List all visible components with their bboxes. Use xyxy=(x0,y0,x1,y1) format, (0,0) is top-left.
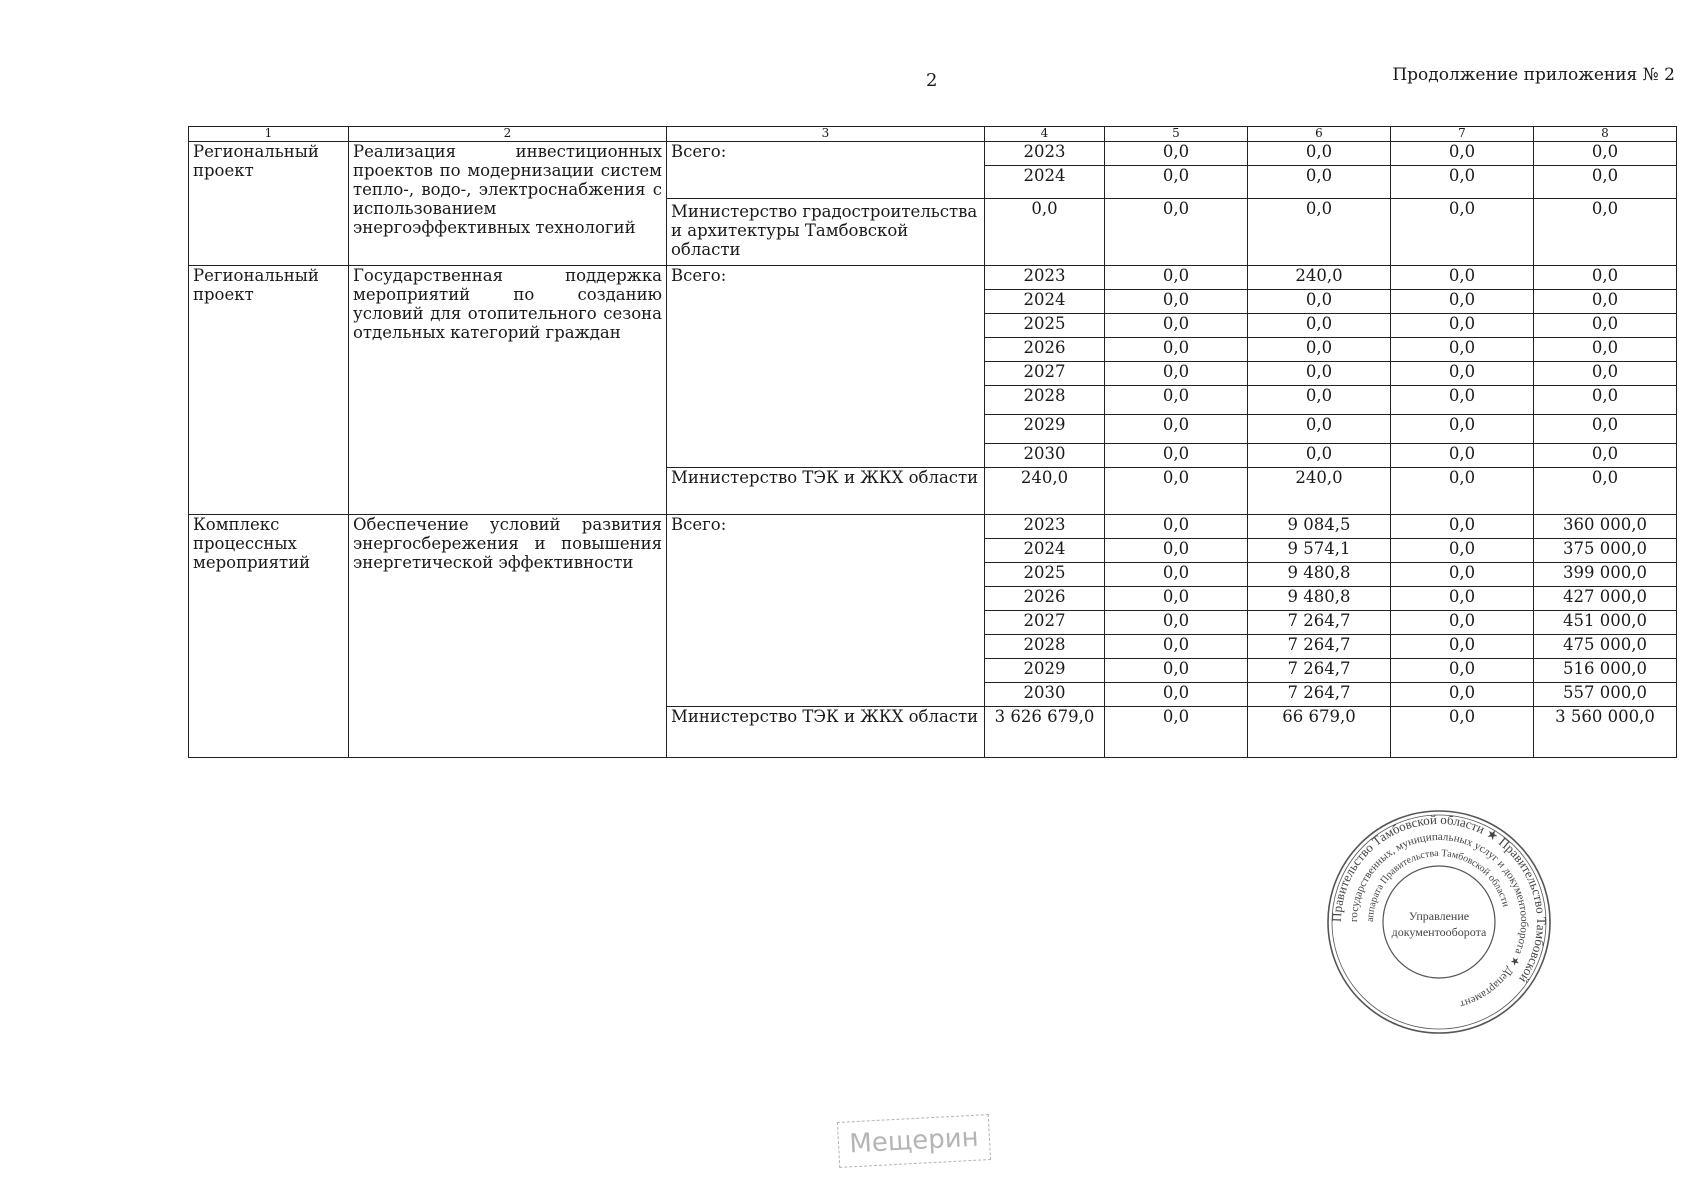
value-cell: 0,0 xyxy=(1105,141,1248,165)
value-cell: 0,0 xyxy=(1391,706,1534,757)
year-cell: 2026 xyxy=(985,337,1105,361)
measure-description-cell: Обеспечение условий развития энергосбережения и повышения энергетической эффективности xyxy=(349,514,667,757)
value-cell: 0,0 xyxy=(1391,562,1534,586)
value-cell: 7 264,7 xyxy=(1248,682,1391,706)
value-cell: 0,0 xyxy=(1248,198,1391,265)
value-cell: 0,0 xyxy=(1391,198,1534,265)
value-cell: 0,0 xyxy=(1534,165,1677,198)
value-cell: 0,0 xyxy=(1105,443,1248,467)
total-label-cell: Всего: xyxy=(667,514,985,706)
value-cell: 0,0 xyxy=(1105,361,1248,385)
value-cell: 0,0 xyxy=(1105,634,1248,658)
year-cell: 2024 xyxy=(985,289,1105,313)
value-cell: 0,0 xyxy=(1105,337,1248,361)
value-cell: 0,0 xyxy=(1534,141,1677,165)
stamp-seal xyxy=(1325,808,1553,1036)
value-cell: 0,0 xyxy=(1105,385,1248,414)
value-cell: 0,0 xyxy=(1105,610,1248,634)
value-cell: 7 264,7 xyxy=(1248,634,1391,658)
column-header: 1 xyxy=(189,127,349,142)
value-cell: 0,0 xyxy=(1105,265,1248,289)
value-cell: 0,0 xyxy=(1391,514,1534,538)
value-cell: 557 000,0 xyxy=(1534,682,1677,706)
value-cell: 0,0 xyxy=(1248,165,1391,198)
value-cell: 0,0 xyxy=(1391,337,1534,361)
value-cell: 0,0 xyxy=(1248,313,1391,337)
value-cell: 9 084,5 xyxy=(1248,514,1391,538)
column-header: 7 xyxy=(1391,127,1534,142)
value-cell: 0,0 xyxy=(1105,658,1248,682)
stamp-center-line2: документооборота xyxy=(1391,925,1487,939)
year-cell: 2024 xyxy=(985,165,1105,198)
ministry-name-cell: Министерство градостроительства и архитектуры Тамбовской области xyxy=(667,198,985,265)
column-header-row xyxy=(189,127,1677,142)
year-cell: 2023 xyxy=(985,514,1105,538)
value-cell: 0,0 xyxy=(1105,414,1248,443)
stamp-center-line1: Управление xyxy=(1408,909,1470,923)
budget-table xyxy=(188,126,1677,758)
year-cell: 2023 xyxy=(985,265,1105,289)
table-row xyxy=(189,141,1677,165)
value-cell: 0,0 xyxy=(1534,443,1677,467)
page-number: 2 xyxy=(926,70,938,91)
year-cell: 2024 xyxy=(985,538,1105,562)
faint-signature-stamp: Мещерин xyxy=(837,1114,991,1168)
value-cell: 0,0 xyxy=(1534,414,1677,443)
value-cell: 9 480,8 xyxy=(1248,586,1391,610)
value-cell: 0,0 xyxy=(1391,289,1534,313)
value-cell: 0,0 xyxy=(1248,337,1391,361)
table-row xyxy=(189,514,1677,538)
value-cell: 0,0 xyxy=(1391,610,1534,634)
value-cell: 0,0 xyxy=(1105,165,1248,198)
value-cell: 0,0 xyxy=(1248,443,1391,467)
value-cell: 0,0 xyxy=(1534,467,1677,514)
column-header: 8 xyxy=(1534,127,1677,142)
measure-type-cell: Региональный проект xyxy=(189,265,349,514)
year-cell: 2030 xyxy=(985,443,1105,467)
value-cell: 0,0 xyxy=(1391,265,1534,289)
stamp-outer-text: Правительство Тамбовской области ★ Правительство Тамбовской xyxy=(1328,811,1550,986)
value-cell: 0,0 xyxy=(1391,414,1534,443)
year-cell: 2030 xyxy=(985,682,1105,706)
official-stamp xyxy=(1325,808,1553,1036)
value-cell: 0,0 xyxy=(1105,198,1248,265)
value-cell: 0,0 xyxy=(1391,538,1534,562)
value-cell: 0,0 xyxy=(1534,337,1677,361)
value-cell: 0,0 xyxy=(1534,198,1677,265)
table-row xyxy=(189,265,1677,289)
value-cell: 0,0 xyxy=(1105,313,1248,337)
value-cell: 0,0 xyxy=(1391,634,1534,658)
value-cell: 0,0 xyxy=(1391,586,1534,610)
total-label-cell: Всего: xyxy=(667,141,985,198)
ministry-name-cell: Министерство ТЭК и ЖКХ области xyxy=(667,467,985,514)
column-header: 5 xyxy=(1105,127,1248,142)
value-cell: 0,0 xyxy=(1534,313,1677,337)
measure-description-cell: Государственная поддержка мероприятий по созданию условий для отопительного сезона отдельных категорий граждан xyxy=(349,265,667,514)
value-cell: 0,0 xyxy=(1391,313,1534,337)
column-header: 6 xyxy=(1248,127,1391,142)
value-cell: 0,0 xyxy=(1105,682,1248,706)
value-cell: 7 264,7 xyxy=(1248,610,1391,634)
value-cell: 0,0 xyxy=(1105,467,1248,514)
value-cell: 0,0 xyxy=(1391,361,1534,385)
value-cell: 3 560 000,0 xyxy=(1534,706,1677,757)
year-cell: 2025 xyxy=(985,313,1105,337)
value-cell: 516 000,0 xyxy=(1534,658,1677,682)
year-cell: 2029 xyxy=(985,414,1105,443)
value-cell: 0,0 xyxy=(1248,361,1391,385)
value-cell: 451 000,0 xyxy=(1534,610,1677,634)
value-cell: 66 679,0 xyxy=(1248,706,1391,757)
value-cell: 0,0 xyxy=(1391,658,1534,682)
value-cell: 0,0 xyxy=(1534,289,1677,313)
value-cell: 0,0 xyxy=(1248,141,1391,165)
year-cell: 2028 xyxy=(985,385,1105,414)
value-cell: 9 480,8 xyxy=(1248,562,1391,586)
value-cell: 240,0 xyxy=(1248,265,1391,289)
value-cell: 0,0 xyxy=(1105,538,1248,562)
value-cell: 240,0 xyxy=(985,467,1105,514)
value-cell: 0,0 xyxy=(1391,165,1534,198)
stamp-middle-text: государственных, муниципальных услуг и документооборота ★ Департамент xyxy=(1347,830,1531,1011)
value-cell: 360 000,0 xyxy=(1534,514,1677,538)
value-cell: 0,0 xyxy=(1105,514,1248,538)
year-cell: 2026 xyxy=(985,586,1105,610)
ministry-name-cell: Министерство ТЭК и ЖКХ области xyxy=(667,706,985,757)
value-cell: 427 000,0 xyxy=(1534,586,1677,610)
value-cell: 0,0 xyxy=(1391,141,1534,165)
measure-type-cell: Региональный проект xyxy=(189,141,349,265)
value-cell: 240,0 xyxy=(1248,467,1391,514)
value-cell: 0,0 xyxy=(1534,361,1677,385)
value-cell: 0,0 xyxy=(1534,385,1677,414)
total-label-cell: Всего: xyxy=(667,265,985,467)
year-cell: 2023 xyxy=(985,141,1105,165)
value-cell: 0,0 xyxy=(1534,265,1677,289)
value-cell: 475 000,0 xyxy=(1534,634,1677,658)
value-cell: 0,0 xyxy=(1105,706,1248,757)
value-cell: 0,0 xyxy=(1105,562,1248,586)
value-cell: 0,0 xyxy=(1391,443,1534,467)
value-cell: 9 574,1 xyxy=(1248,538,1391,562)
value-cell: 0,0 xyxy=(985,198,1105,265)
value-cell: 0,0 xyxy=(1391,467,1534,514)
value-cell: 0,0 xyxy=(1248,414,1391,443)
value-cell: 7 264,7 xyxy=(1248,658,1391,682)
value-cell: 3 626 679,0 xyxy=(985,706,1105,757)
value-cell: 0,0 xyxy=(1105,586,1248,610)
value-cell: 0,0 xyxy=(1391,682,1534,706)
year-cell: 2025 xyxy=(985,562,1105,586)
column-header: 3 xyxy=(667,127,985,142)
measure-type-cell: Комплекс процессных мероприятий xyxy=(189,514,349,757)
year-cell: 2028 xyxy=(985,634,1105,658)
column-header: 4 xyxy=(985,127,1105,142)
value-cell: 399 000,0 xyxy=(1534,562,1677,586)
value-cell: 0,0 xyxy=(1248,289,1391,313)
year-cell: 2027 xyxy=(985,361,1105,385)
stamp-inner-text: аппарата Правительства Тамбовской области xyxy=(1364,847,1512,923)
value-cell: 0,0 xyxy=(1391,385,1534,414)
year-cell: 2029 xyxy=(985,658,1105,682)
appendix-note: Продолжение приложения № 2 xyxy=(1392,65,1675,85)
measure-description-cell: Реализация инвестиционных проектов по модернизации систем тепло-, водо-, электроснабжения с использованием энергоэффективных технологий xyxy=(349,141,667,265)
value-cell: 0,0 xyxy=(1105,289,1248,313)
year-cell: 2027 xyxy=(985,610,1105,634)
column-header: 2 xyxy=(349,127,667,142)
value-cell: 375 000,0 xyxy=(1534,538,1677,562)
value-cell: 0,0 xyxy=(1248,385,1391,414)
